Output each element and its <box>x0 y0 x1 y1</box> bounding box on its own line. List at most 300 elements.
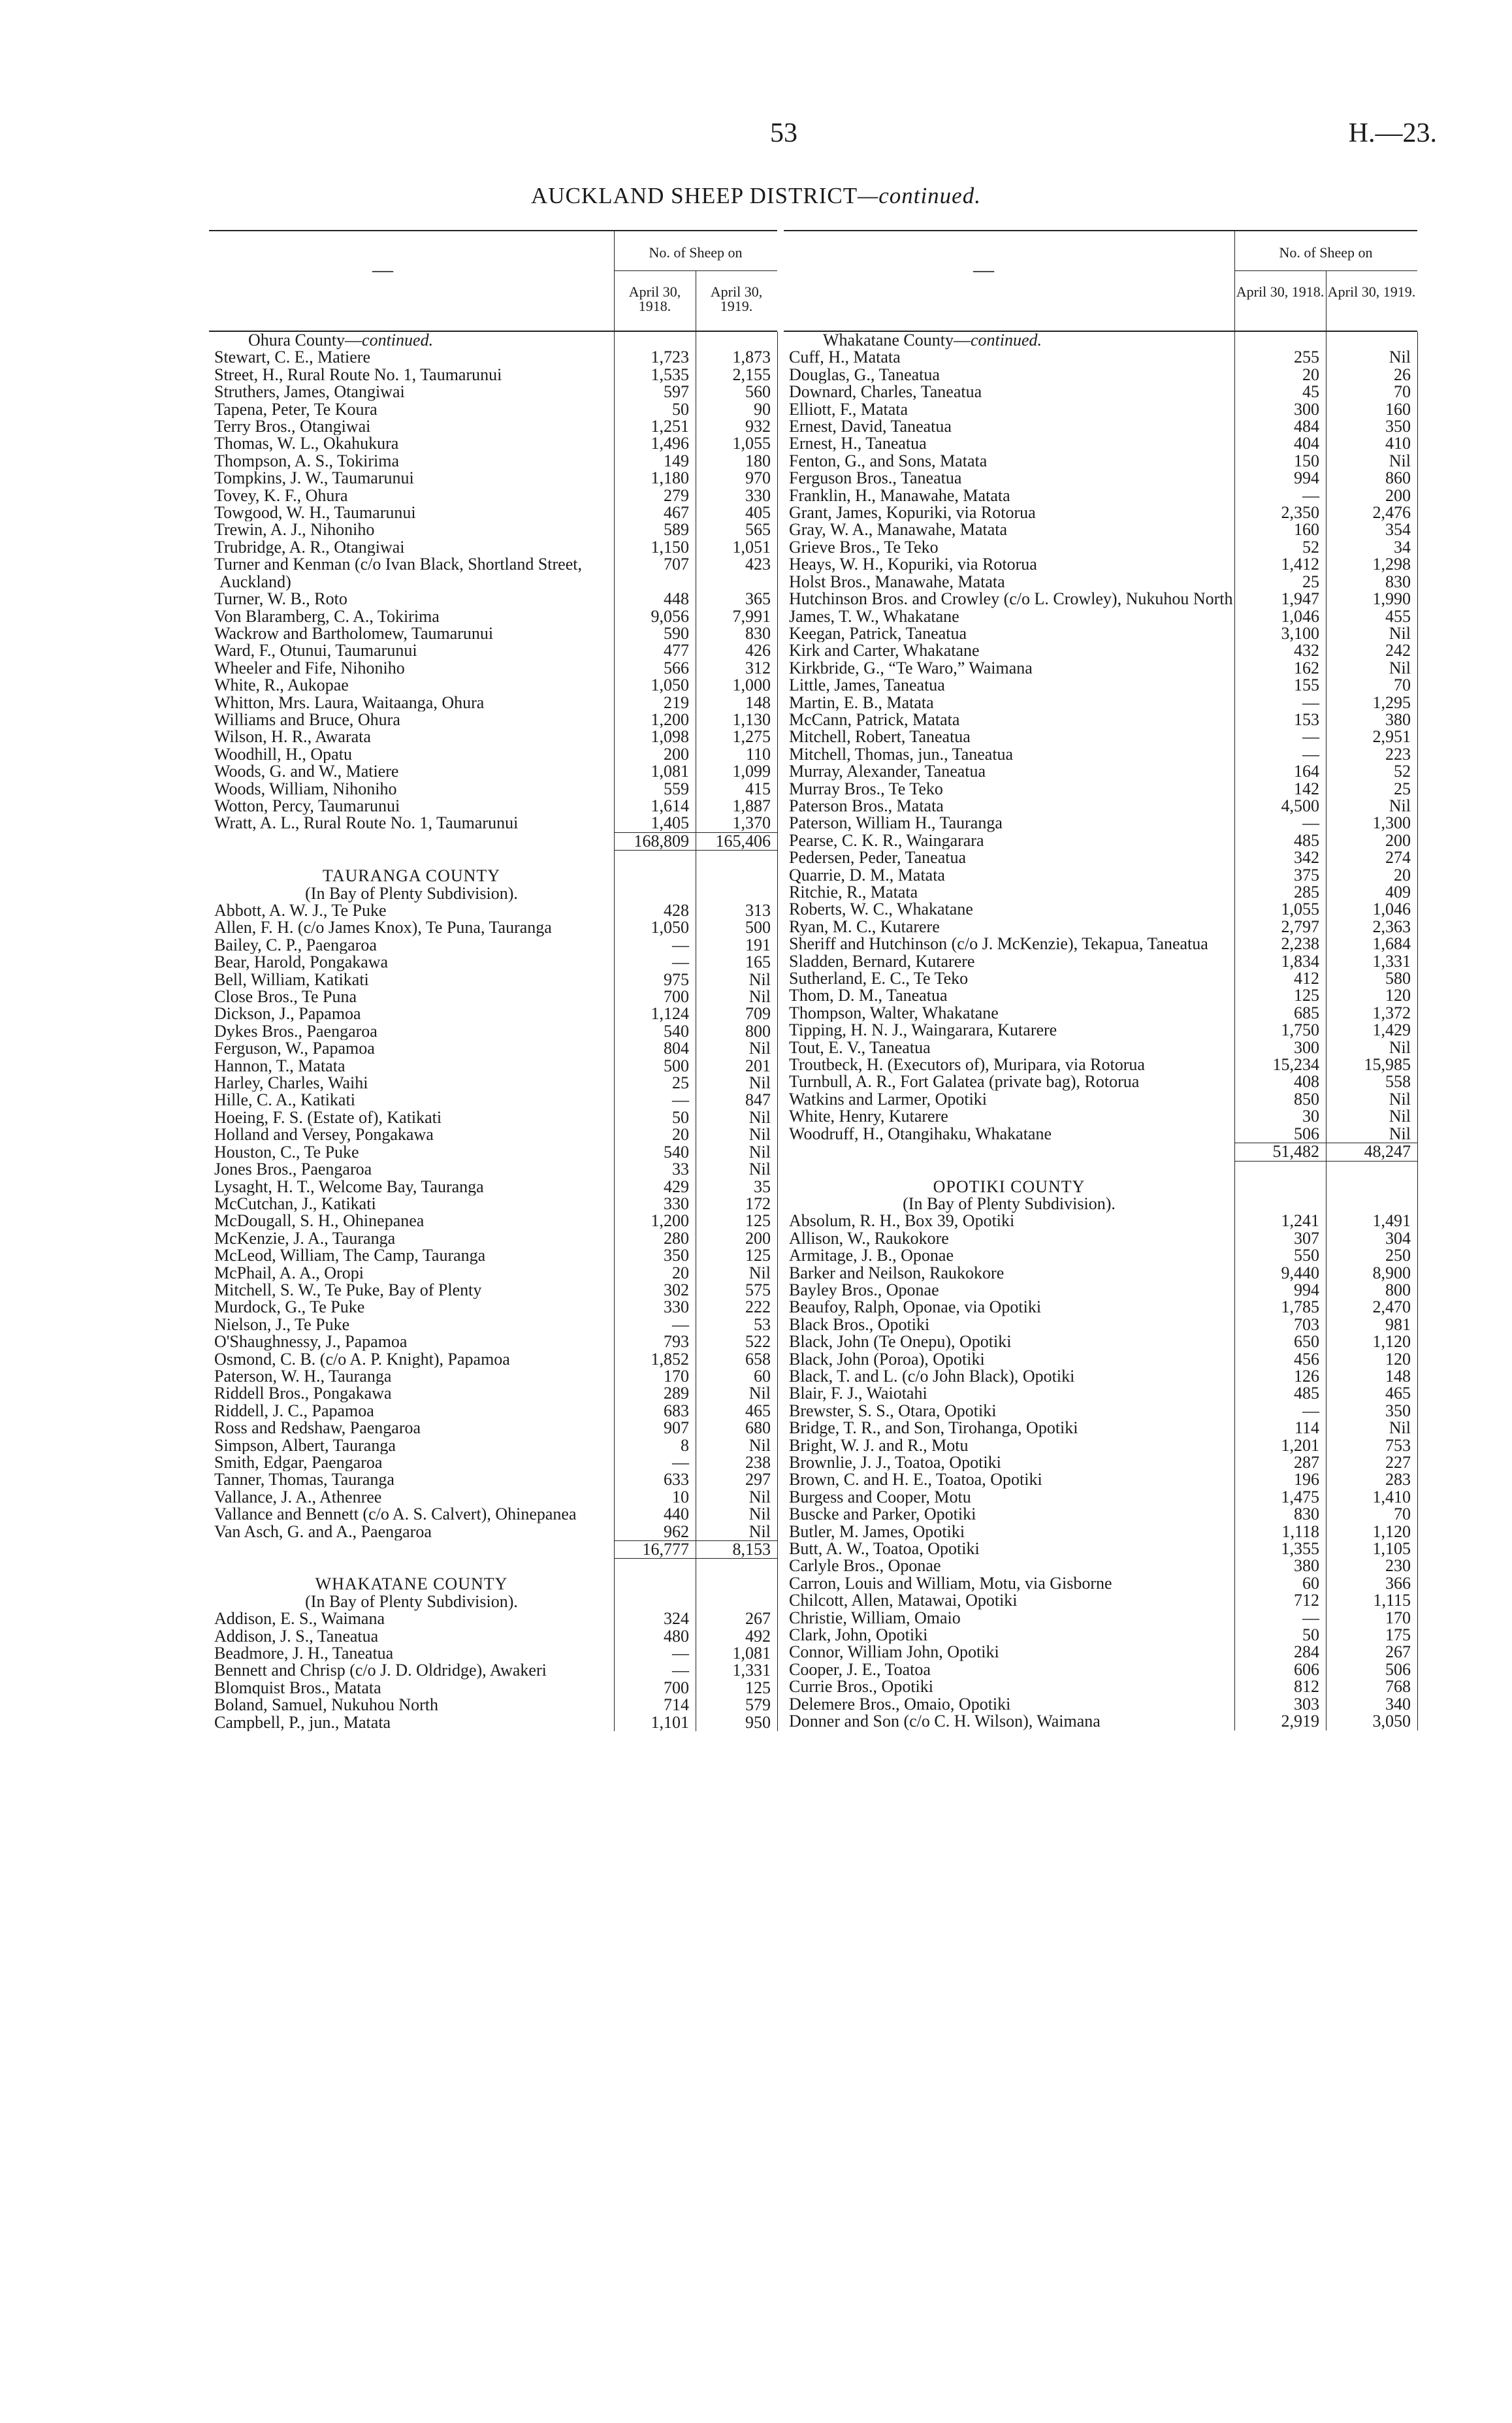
owner-name: Absolum, R. H., Box 39, Opotiki <box>789 1212 1015 1230</box>
owner-name: O'Shaughnessy, J., Papamoa <box>214 1333 408 1351</box>
table-row <box>784 1696 1417 1713</box>
sheep-1918: 342 <box>1294 848 1319 868</box>
sheep-1918: 1,723 <box>651 348 689 367</box>
sheep-1919: 172 <box>745 1194 771 1213</box>
sheep-1918: 10 <box>672 1487 689 1506</box>
sheep-1918: 1,201 <box>1281 1435 1319 1455</box>
owner-name: Trewin, A. J., Nihoniho <box>214 521 375 539</box>
table-row <box>209 988 777 1005</box>
sheep-1919: 1,000 <box>732 675 771 695</box>
name-column-dash: — <box>372 257 393 281</box>
sheep-1918: 559 <box>664 779 689 798</box>
left-table-body <box>209 332 777 1731</box>
table-row <box>209 1179 777 1195</box>
sheep-1919: Nil <box>748 969 771 989</box>
owner-name: Burgess and Cooper, Motu <box>789 1488 971 1506</box>
table-row <box>784 1644 1417 1661</box>
sheep-1918: 25 <box>1302 572 1319 591</box>
table-row <box>784 1592 1417 1609</box>
sheep-1919: 1,099 <box>732 762 771 781</box>
sheep-1918: 375 <box>1294 865 1319 885</box>
sheep-1918: 850 <box>1294 1089 1319 1109</box>
sheep-1919: 1,429 <box>1372 1020 1411 1040</box>
sheep-1918: 1,241 <box>1281 1211 1319 1231</box>
owner-name: Downard, Charles, Taneatua <box>789 383 982 401</box>
owner-name: Fenton, G., and Sons, Matata <box>789 452 988 470</box>
sheep-1918: 1,496 <box>651 434 689 453</box>
sheep-1918: 1,785 <box>1281 1297 1319 1317</box>
owner-name: Allen, F. H. (c/o James Knox), Te Puna, Tauranga <box>214 919 552 937</box>
sheep-1919: 313 <box>745 901 771 920</box>
table-row <box>784 677 1417 694</box>
table-row <box>209 1230 777 1247</box>
sheep-1919: 709 <box>745 1004 771 1024</box>
owner-name: Troutbeck, H. (Executors of), Muripara, via Rotorua <box>789 1056 1145 1074</box>
owner-name: Bennett and Chrisp (c/o J. D. Oldridge), Awakeri <box>214 1662 547 1680</box>
sheep-1919: 1,105 <box>1372 1539 1411 1559</box>
owner-name: Tompkins, J. W., Taumarunui <box>214 470 414 487</box>
sheep-1919: 492 <box>745 1626 771 1646</box>
sheep-1918: 219 <box>664 692 689 712</box>
owner-name: Sheriff and Hutchinson (c/o J. McKenzie), Tekapua, Taneatua <box>789 935 1208 953</box>
table-row <box>784 849 1417 866</box>
owner-name: Hutchinson Bros. and Crowley (c/o L. Crowley), Nukuhou North <box>789 591 1233 608</box>
sheep-1918: — <box>672 1453 689 1472</box>
sheep-1919: 380 <box>1385 709 1411 729</box>
owner-name: Wotton, Percy, Taumarunui <box>214 797 400 815</box>
page-number: 53 <box>770 118 797 148</box>
sheep-1919: 200 <box>1385 830 1411 850</box>
sheep-1918: 429 <box>664 1177 689 1196</box>
sheep-1918: 300 <box>1294 399 1319 419</box>
owner-name: Turner, W. B., Roto <box>214 591 347 608</box>
owner-name: Street, H., Rural Route No. 1, Taumarunui <box>214 366 502 384</box>
sheep-1919: 160 <box>1385 399 1411 419</box>
owner-name: Dykes Bros., Paengaroa <box>214 1022 378 1041</box>
table-row <box>209 625 777 642</box>
owner-name: Tipping, H. N. J., Waingarara, Kutarere <box>789 1022 1057 1039</box>
table-row <box>784 487 1417 504</box>
sheep-1919: 830 <box>745 623 771 643</box>
sheep-1918: 153 <box>1294 709 1319 729</box>
sheep-1918: 330 <box>664 1194 689 1213</box>
left-table <box>209 230 777 1731</box>
table-row <box>784 349 1417 366</box>
owner-name: Carron, Louis and William, Motu, via Gisborne <box>789 1574 1112 1593</box>
owner-name: Elliott, F., Matata <box>789 400 909 419</box>
col-1918-header: April 30, 1918. <box>1236 284 1325 300</box>
sheep-1918: 1,200 <box>651 709 689 729</box>
sheep-1919: 201 <box>745 1056 771 1075</box>
sheep-1918: 703 <box>1294 1314 1319 1334</box>
owner-name: Hoeing, F. S. (Estate of), Katikati <box>214 1109 442 1127</box>
owner-name: Bayley Bros., Oponae <box>789 1281 939 1299</box>
owner-name: Close Bros., Te Puna <box>214 988 357 1006</box>
owner-name: Wilson, H. R., Awarata <box>214 728 371 746</box>
sheep-1918: 164 <box>1294 762 1319 781</box>
sheep-1918: 20 <box>1302 365 1319 384</box>
sheep-1918: 1,852 <box>651 1349 689 1369</box>
owner-name: Wratt, A. L., Rural Route No. 1, Taumarunui <box>214 815 519 832</box>
owner-name: Sutherland, E. C., Te Teko <box>789 970 969 988</box>
table-row <box>784 1420 1417 1437</box>
owner-name: Watkins and Larmer, Opotiki <box>789 1090 988 1109</box>
sheep-1918: — <box>1302 744 1319 764</box>
owner-name: Bear, Harold, Pongakawa <box>214 954 389 971</box>
owner-name: Armitage, J. B., Oponae <box>789 1247 954 1265</box>
table-row <box>209 453 777 470</box>
owner-name: Ward, F., Otunui, Taumarunui <box>214 642 417 660</box>
sheep-1919: 2,951 <box>1372 727 1411 747</box>
sheep-1918: 284 <box>1294 1642 1319 1662</box>
owner-name: Delemere Bros., Omaio, Opotiki <box>789 1695 1011 1714</box>
sheep-1919: Nil <box>748 1142 771 1162</box>
sheep-1919: 1,331 <box>732 1661 771 1680</box>
table-row <box>209 1005 777 1022</box>
sheep-1919: 2,363 <box>1372 917 1411 936</box>
sheep-1919: 70 <box>1394 1504 1411 1524</box>
table-row <box>209 1437 777 1454</box>
table-row <box>784 970 1417 987</box>
table-row <box>784 1351 1417 1368</box>
sheep-1919: 1,331 <box>1372 951 1411 971</box>
sheep-1918: 589 <box>664 520 689 540</box>
owner-name: Buscke and Parker, Opotiki <box>789 1506 976 1523</box>
sheep-1919: 768 <box>1385 1677 1411 1697</box>
sheep-1918: 1,150 <box>651 537 689 557</box>
table-row <box>784 1212 1417 1229</box>
table-row <box>784 625 1417 642</box>
sheep-1919: 148 <box>1385 1366 1411 1386</box>
table-row <box>209 1471 777 1488</box>
table-row <box>209 1316 777 1333</box>
table-row <box>209 1680 777 1697</box>
table-row <box>784 987 1417 1004</box>
sheep-1919: 52 <box>1394 762 1411 781</box>
table-row <box>784 798 1417 815</box>
sheep-1918: 200 <box>664 744 689 764</box>
sheep-1918: 1,750 <box>1281 1020 1319 1040</box>
table-row <box>209 902 777 919</box>
sheep-1918: 20 <box>672 1125 689 1145</box>
sheep-1919: Nil <box>1389 623 1411 643</box>
sheep-1918: 300 <box>1294 1037 1319 1057</box>
owner-name: Pedersen, Peder, Taneatua <box>789 849 966 867</box>
table-row <box>784 1713 1417 1730</box>
table-row <box>784 418 1417 435</box>
sheep-1918: 30 <box>1302 1107 1319 1126</box>
sheep-1918: 485 <box>1294 830 1319 850</box>
sheep-1918: 160 <box>1294 520 1319 540</box>
owner-name: Stewart, C. E., Matiere <box>214 349 370 366</box>
table-row <box>784 1523 1417 1540</box>
county-name: Whakatane County— <box>823 331 971 350</box>
sheep-1919: 1,046 <box>1372 900 1411 919</box>
sheep-1919: Nil <box>748 1384 771 1403</box>
sheep-1918: 285 <box>1294 883 1319 902</box>
sheep-1919: 465 <box>1385 1384 1411 1403</box>
sheep-1919: 506 <box>1385 1659 1411 1679</box>
owner-name: Paterson, W. H., Tauranga <box>214 1367 392 1386</box>
sheep-1918: 20 <box>672 1263 689 1282</box>
owner-name: McLeod, William, The Camp, Tauranga <box>214 1247 486 1265</box>
sheep-1919: 34 <box>1394 537 1411 557</box>
table-row <box>784 1108 1417 1125</box>
table-row <box>209 591 777 608</box>
table-row <box>209 1351 777 1368</box>
sheep-1919: 274 <box>1385 848 1411 868</box>
sheep-1919: 409 <box>1385 883 1411 902</box>
sheep-1918: — <box>1302 692 1319 712</box>
sheep-1918: 540 <box>664 1142 689 1162</box>
sheep-1919: 2,155 <box>732 365 771 384</box>
county-continued-heading <box>209 332 653 349</box>
sheep-1919: 48,247 <box>1326 1143 1417 1161</box>
table-row <box>784 1368 1417 1385</box>
owner-name: Terry Bros., Otangiwai <box>214 418 371 436</box>
sheep-1918: 280 <box>664 1228 689 1248</box>
table-row <box>209 1144 777 1161</box>
table-row <box>784 884 1417 901</box>
table-row <box>784 781 1417 798</box>
sheep-1918: 606 <box>1294 1659 1319 1679</box>
sheep-1918: 150 <box>1294 451 1319 470</box>
table-row <box>784 435 1417 452</box>
sheep-1919: 970 <box>745 468 771 488</box>
table-row <box>209 1714 777 1731</box>
owner-name: Holst Bros., Manawahe, Matata <box>789 573 1005 591</box>
sheep-1918: 550 <box>1294 1246 1319 1265</box>
owner-name: Grieve Bros., Te Teko <box>789 538 939 557</box>
owner-name: Turnbull, A. R., Fort Galatea (private bag), Rotorua <box>789 1073 1140 1091</box>
county-total-row <box>209 1540 777 1559</box>
sheep-1919: Nil <box>748 1263 771 1282</box>
sheep-1919: 297 <box>745 1470 771 1489</box>
table-row <box>209 1368 777 1385</box>
sheep-1919: 3,050 <box>1372 1712 1411 1731</box>
owner-name: Riddell Bros., Pongakawa <box>214 1385 392 1403</box>
county-total-row <box>209 832 777 851</box>
table-row <box>209 728 777 745</box>
table-row <box>209 1697 777 1714</box>
table-row <box>784 1610 1417 1627</box>
sheep-1919: 200 <box>1385 485 1411 505</box>
owner-name: Tout, E. V., Taneatua <box>789 1039 931 1057</box>
sheep-1919: 330 <box>745 485 771 505</box>
owner-name: Struthers, James, Otangiwai <box>214 383 405 401</box>
sheep-1918: 142 <box>1294 779 1319 798</box>
left-table-header <box>209 230 777 332</box>
sheep-1919: Nil <box>1389 1089 1411 1109</box>
table-row <box>209 521 777 538</box>
owner-name: Towgood, W. H., Taumarunui <box>214 504 416 522</box>
sheep-1918: 307 <box>1294 1228 1319 1248</box>
table-row <box>784 832 1417 849</box>
table-row <box>784 919 1417 935</box>
sheep-1918: 1,475 <box>1281 1487 1319 1506</box>
table-row <box>784 366 1417 383</box>
owner-name: Houston, C., Te Puke <box>214 1143 359 1162</box>
table-row <box>784 1247 1417 1264</box>
table-row <box>209 1161 777 1178</box>
table-row <box>784 470 1417 487</box>
continued-label: continued. <box>971 331 1042 350</box>
sheep-1919: 170 <box>1385 1608 1411 1627</box>
sheep-1918: — <box>672 1644 689 1663</box>
sheep-1919: Nil <box>748 1435 771 1455</box>
sheep-1918: 1,535 <box>651 365 689 384</box>
table-row <box>209 349 777 366</box>
sheep-1918: 428 <box>664 901 689 920</box>
owner-name: Lysaght, H. T., Welcome Bay, Tauranga <box>214 1178 484 1195</box>
table-row <box>209 1282 777 1299</box>
page-title <box>0 183 1512 209</box>
owner-name: Quarrie, D. M., Matata <box>789 866 945 884</box>
county-subtitle: (In Bay of Plenty Subdivision). <box>903 1194 1116 1213</box>
owner-name: Murray Bros., Te Teko <box>789 780 943 798</box>
sheep-1919: 8,900 <box>1372 1263 1411 1282</box>
sheep-1919: 7,991 <box>732 606 771 626</box>
sheep-1919: 860 <box>1385 468 1411 488</box>
sheep-1919: 35 <box>754 1177 771 1196</box>
table-row <box>209 1126 777 1143</box>
sheep-1919: 165 <box>745 952 771 972</box>
sheep-1919: Nil <box>1389 451 1411 470</box>
owner-name: Thom, D. M., Taneatua <box>789 987 948 1005</box>
sheep-1918: 2,919 <box>1281 1712 1319 1731</box>
sheep-1919: Nil <box>1389 796 1411 815</box>
owner-name: James, T. W., Whakatane <box>789 608 959 625</box>
sheep-1918: 1,098 <box>651 727 689 747</box>
sheep-1918: 114 <box>1294 1418 1319 1438</box>
table-row <box>784 1265 1417 1282</box>
table-row <box>209 677 777 694</box>
table-row <box>209 1420 777 1437</box>
sheep-1919: 1,275 <box>732 727 771 747</box>
sheep-1919: 20 <box>1394 865 1411 885</box>
sheep-1918: 1,101 <box>651 1712 689 1732</box>
col-1919-header: April 30, 1919. <box>710 284 763 314</box>
sheep-1919: 558 <box>1385 1072 1411 1092</box>
sheep-1918: 590 <box>664 623 689 643</box>
sheep-1919: 365 <box>745 589 771 609</box>
sheep-1919: Nil <box>748 1160 771 1179</box>
sheep-1919: 1,491 <box>1372 1211 1411 1231</box>
table-row <box>209 418 777 435</box>
owner-name: Tanner, Thomas, Tauranga <box>214 1471 394 1489</box>
owner-name: Tapena, Peter, Te Koura <box>214 400 378 419</box>
sheep-1919: 90 <box>754 399 771 419</box>
owner-name: Pearse, C. K. R., Waingarara <box>789 832 984 850</box>
sheep-1919: 800 <box>745 1021 771 1041</box>
sheep-1918: 707 <box>664 555 689 574</box>
table-row <box>209 556 777 591</box>
sheep-1919: 579 <box>745 1695 771 1715</box>
owner-name: Jones Bros., Paengaroa <box>214 1161 372 1179</box>
owner-name: Vallance and Bennett (c/o A. S. Calvert), Ohinepanea <box>214 1506 577 1523</box>
sheep-1919: 53 <box>754 1314 771 1334</box>
sheep-1918: 1,251 <box>651 417 689 436</box>
sheep-1919: 1,120 <box>1372 1332 1411 1352</box>
table-row <box>784 935 1417 952</box>
table-row <box>209 1040 777 1057</box>
owner-name: Ernest, David, Taneatua <box>789 418 952 436</box>
sheep-1919: 680 <box>745 1418 771 1438</box>
owner-name: Campbell, P., jun., Matata <box>214 1714 391 1732</box>
sheep-1919: 267 <box>745 1609 771 1629</box>
sheep-1918: 162 <box>1294 658 1319 677</box>
table-row <box>209 711 777 728</box>
sheep-1919: 60 <box>754 1366 771 1386</box>
table-row <box>784 642 1417 659</box>
owner-name: Brownlie, J. J., Toatoa, Opotiki <box>789 1454 1001 1472</box>
table-row <box>784 1627 1417 1644</box>
owner-name: Holland and Versey, Pongakawa <box>214 1126 434 1144</box>
table-row <box>784 1005 1417 1022</box>
table-row <box>784 711 1417 728</box>
sheep-1919: 223 <box>1385 744 1411 764</box>
owner-name: Currie Bros., Opotiki <box>789 1678 933 1696</box>
sheep-1918: 1,081 <box>651 762 689 781</box>
sheep-1919: 560 <box>745 382 771 402</box>
sheep-1919: 125 <box>745 1211 771 1231</box>
table-row <box>784 453 1417 470</box>
sheep-1919: Nil <box>748 1521 771 1541</box>
sheep-1918: 50 <box>1302 1625 1319 1645</box>
sheep-1919: Nil <box>748 1487 771 1506</box>
sheep-1919: 565 <box>745 520 771 540</box>
sheep-1919: 267 <box>1385 1642 1411 1662</box>
county-name: Ohura County— <box>248 331 362 350</box>
sheep-1918: 650 <box>1294 1332 1319 1352</box>
owner-name: Beaufoy, Ralph, Oponae, via Opotiki <box>789 1299 1042 1316</box>
owner-name: Mitchell, Thomas, jun., Taneatua <box>789 745 1014 764</box>
sheep-1919: Nil <box>1389 1418 1411 1438</box>
table-row <box>209 746 777 763</box>
sheep-1919: 1,873 <box>732 348 771 367</box>
owner-name: Brewster, S. S., Otara, Opotiki <box>789 1402 997 1420</box>
sheep-1918: — <box>1302 1401 1319 1420</box>
table-row <box>784 867 1417 884</box>
sheep-1919: 1,684 <box>1372 934 1411 954</box>
sheep-1919: 1,990 <box>1372 589 1411 609</box>
sheep-1918: 60 <box>1302 1573 1319 1593</box>
sheep-1918: 432 <box>1294 641 1319 660</box>
sheep-1918: 484 <box>1294 417 1319 436</box>
sheep-header: No. of Sheep on <box>649 244 743 261</box>
table-row <box>209 1075 777 1092</box>
owner-name: Keegan, Patrick, Taneatua <box>789 625 967 643</box>
right-table <box>784 230 1417 1731</box>
owner-name: Osmond, C. B. (c/o A. P. Knight), Papamoa <box>214 1350 510 1368</box>
title-suffix: —continued. <box>858 183 981 208</box>
owner-name: Sladden, Bernard, Kutarere <box>789 952 975 971</box>
sheep-1918: — <box>672 1661 689 1680</box>
sheep-1919: 847 <box>745 1090 771 1110</box>
table-row <box>784 1575 1417 1592</box>
sheep-1919: 981 <box>1385 1314 1411 1334</box>
owner-name: Christie, William, Omaio <box>789 1609 961 1627</box>
table-row <box>209 798 777 815</box>
col-1918-header: April 30, 1918. <box>628 284 681 314</box>
sheep-1918: 2,238 <box>1281 934 1319 954</box>
owner-name: Harley, Charles, Waihi <box>214 1075 368 1092</box>
sheep-1919: 1,120 <box>1372 1521 1411 1541</box>
table-row <box>209 401 777 418</box>
sheep-1918: 52 <box>1302 537 1319 557</box>
title-main: AUCKLAND SHEEP DISTRICT <box>531 183 858 208</box>
sheep-1918: 467 <box>664 503 689 523</box>
